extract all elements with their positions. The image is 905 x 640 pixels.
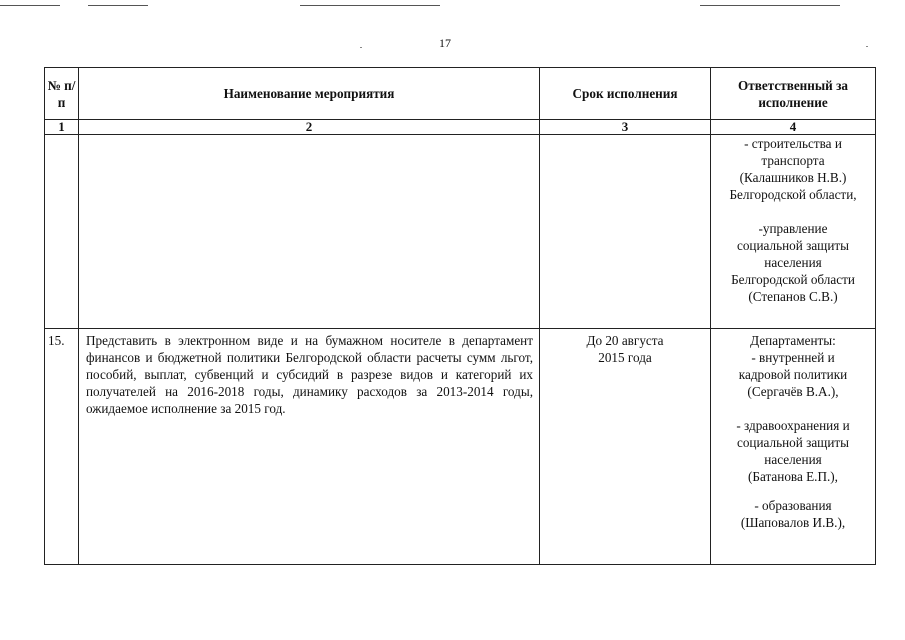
- responsible-spacer: [715, 203, 871, 220]
- responsible-line: кадровой политики: [738, 367, 848, 382]
- term-line: 2015 года: [598, 350, 652, 365]
- responsible-line: -управление: [758, 221, 828, 236]
- responsible-line: Белгородской области,: [729, 187, 857, 202]
- responsible-spacer: [715, 485, 871, 497]
- header-name: Наименование мероприятия: [79, 68, 540, 120]
- table-row-15: [45, 329, 876, 565]
- responsible-line: - внутренней и: [751, 350, 835, 365]
- column-number-row: [45, 120, 876, 135]
- row-responsible-cell: [711, 135, 876, 329]
- measures-table: [44, 67, 876, 565]
- header-term: Срок исполнения: [540, 68, 711, 120]
- responsible-line: - здравоохранения и: [736, 418, 850, 433]
- responsible-line: населения: [764, 452, 822, 467]
- row-responsible-cell: [711, 329, 876, 565]
- row-term-cell: [540, 135, 711, 329]
- responsible-line: (Степанов С.В.): [748, 289, 838, 304]
- responsible-line: (Батанова Е.П.),: [748, 469, 838, 484]
- responsible-line: Белгородской области: [731, 272, 855, 287]
- scan-artifact-line: [0, 5, 60, 6]
- header-responsible: Ответственный за исполнение: [711, 68, 876, 120]
- col-number: 1: [45, 120, 79, 135]
- responsible-line: (Сергачёв В.А.),: [747, 384, 839, 399]
- responsible-line: - строительства и: [744, 136, 842, 151]
- page-number: 17: [439, 36, 451, 50]
- scan-artifact-line: [88, 5, 148, 6]
- scan-artifact-line: [700, 5, 840, 6]
- col-number: 2: [79, 120, 540, 135]
- responsible-spacer: [715, 400, 871, 417]
- responsible-line: населения: [764, 255, 822, 270]
- row-term-cell: [540, 329, 711, 565]
- term-line: До 20 августа: [586, 333, 664, 348]
- table-header-row: [45, 68, 876, 120]
- row-num-cell: 15.: [45, 329, 79, 565]
- row-num-cell: [45, 135, 79, 329]
- responsible-line: социальной защиты: [736, 238, 850, 253]
- responsible-line: Департаменты:: [750, 333, 836, 348]
- responsible-line: - образования: [754, 498, 832, 513]
- responsible-line: (Шаповалов И.В.),: [740, 515, 846, 530]
- col-number: 4: [711, 120, 876, 135]
- responsible-line: социальной защиты: [736, 435, 850, 450]
- responsible-line: транспорта: [761, 153, 825, 168]
- row-name-cell: Представить в электронном виде и на бумажном носителе в департамент финансов и бюджетной политики Белгородской области расчеты сумм льгот, пособий, выплат, субвенций и субсидий в разрезе видов и категорий их получателей на 2016-2018 годы, динамику расходов за 2013-2014 годы, ожидаемое исполнение за 2015 год.: [79, 329, 540, 565]
- header-num: № п/п: [45, 68, 79, 120]
- table-row-continued: [45, 135, 876, 329]
- col-number: 3: [540, 120, 711, 135]
- responsible-line: (Калашников Н.В.): [739, 170, 847, 185]
- scan-artifact-line: [300, 5, 440, 6]
- row-name-cell: [79, 135, 540, 329]
